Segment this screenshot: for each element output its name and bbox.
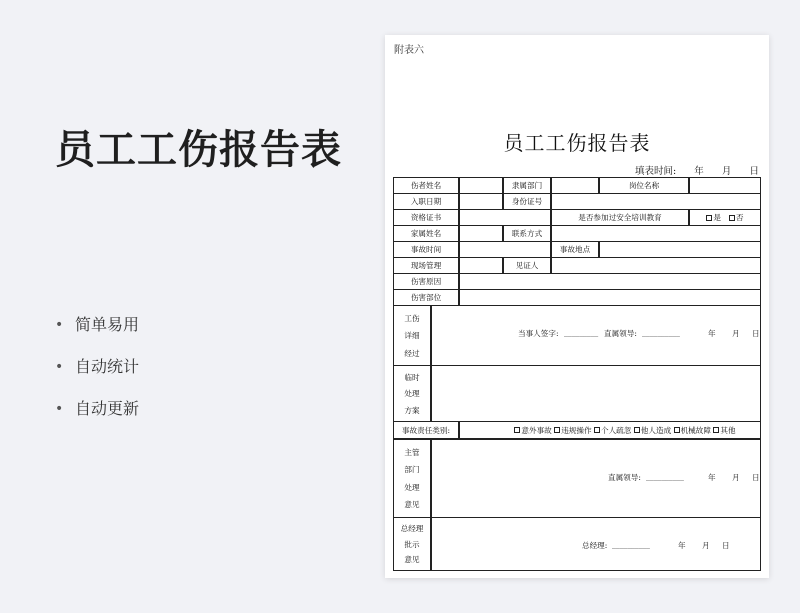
training-options: 是 否 bbox=[689, 209, 761, 226]
field-dept-opinion[interactable]: 直属领导: __________ 年 月 日 bbox=[431, 439, 761, 518]
checkbox-other[interactable] bbox=[713, 427, 719, 433]
label-accident-place: 事故地点 bbox=[551, 241, 599, 258]
direct-leader-label: 直属领导: bbox=[604, 329, 637, 338]
field-id-number[interactable] bbox=[551, 193, 761, 210]
field-hire-date[interactable] bbox=[459, 193, 503, 210]
checkbox-accident[interactable] bbox=[514, 427, 520, 433]
field-injury-cause[interactable] bbox=[459, 273, 761, 290]
label-witness: 见证人 bbox=[503, 257, 551, 274]
field-contact[interactable] bbox=[551, 225, 761, 242]
label-site-manager: 现场管理 bbox=[393, 257, 459, 274]
bullet-icon: • bbox=[55, 317, 64, 333]
label-family-name: 家属姓名 bbox=[393, 225, 459, 242]
label-position: 岗位名称 bbox=[599, 177, 689, 194]
fill-date: 填表时间: 年 月 日 bbox=[634, 166, 759, 177]
checkbox-machine-fault[interactable] bbox=[674, 427, 680, 433]
label-responsibility-type: 事故责任类别: bbox=[393, 421, 459, 439]
field-accident-time[interactable] bbox=[459, 241, 551, 258]
field-temp-handling[interactable] bbox=[431, 365, 761, 422]
label-injured-name: 伤者姓名 bbox=[393, 177, 459, 194]
checkbox-others-caused[interactable] bbox=[634, 427, 640, 433]
label-department: 隶属部门 bbox=[503, 177, 551, 194]
label-id-number: 身份证号 bbox=[503, 193, 551, 210]
report-form-table bbox=[393, 177, 761, 571]
field-certificate[interactable] bbox=[459, 209, 551, 226]
appendix-label: 附表六 bbox=[394, 45, 424, 56]
page-title: 员工工伤报告表 bbox=[55, 127, 342, 173]
responsibility-options: 意外事故 违规操作 个人疏忽 他人造成 机械故障 其他 bbox=[459, 421, 761, 439]
document-preview bbox=[385, 35, 769, 578]
label-injury-part: 伤害部位 bbox=[393, 289, 459, 306]
label-training: 是否参加过安全培训教育 bbox=[551, 209, 689, 226]
field-accident-place[interactable] bbox=[599, 241, 761, 258]
field-position[interactable] bbox=[689, 177, 761, 194]
field-witness[interactable] bbox=[551, 257, 761, 274]
bullet-icon: • bbox=[55, 401, 64, 417]
field-gm-approval[interactable]: 总经理: __________ 年 月 日 bbox=[431, 517, 761, 571]
checkbox-violation[interactable] bbox=[554, 427, 560, 433]
label-dept-opinion: 主管 部门 处理 意见 bbox=[393, 439, 431, 518]
feature-list bbox=[55, 312, 139, 438]
party-sign-label: 当事人签字: bbox=[518, 329, 559, 338]
label-contact: 联系方式 bbox=[503, 225, 551, 242]
label-accident-time: 事故时间 bbox=[393, 241, 459, 258]
feature-item: • 简单易用 bbox=[55, 312, 139, 354]
field-family-name[interactable] bbox=[459, 225, 503, 242]
label-certificate: 资格证书 bbox=[393, 209, 459, 226]
checkbox-yes[interactable] bbox=[706, 215, 712, 221]
gm-label: 总经理: bbox=[582, 541, 608, 550]
field-site-manager[interactable] bbox=[459, 257, 503, 274]
document-title: 员工工伤报告表 bbox=[503, 131, 651, 155]
label-temp-handling: 临时 处理 方案 bbox=[393, 365, 431, 422]
label-work-injury-details: 工伤 详细 经过 bbox=[393, 305, 431, 366]
checkbox-no[interactable] bbox=[729, 215, 735, 221]
field-injured-name[interactable] bbox=[459, 177, 503, 194]
field-work-injury-details[interactable]: 当事人签字: _________ 直属领导: __________ 年 月 日 bbox=[431, 305, 761, 366]
label-gm-approval: 总经理 批示 意见 bbox=[393, 517, 431, 571]
field-department[interactable] bbox=[551, 177, 599, 194]
feature-item: • 自动更新 bbox=[55, 396, 139, 438]
checkbox-negligence[interactable] bbox=[594, 427, 600, 433]
label-hire-date: 入职日期 bbox=[393, 193, 459, 210]
field-injury-part[interactable] bbox=[459, 289, 761, 306]
label-injury-cause: 伤害原因 bbox=[393, 273, 459, 290]
feature-item: • 自动统计 bbox=[55, 354, 139, 396]
bullet-icon: • bbox=[55, 359, 64, 375]
direct-leader-label: 直属领导: bbox=[608, 473, 641, 482]
